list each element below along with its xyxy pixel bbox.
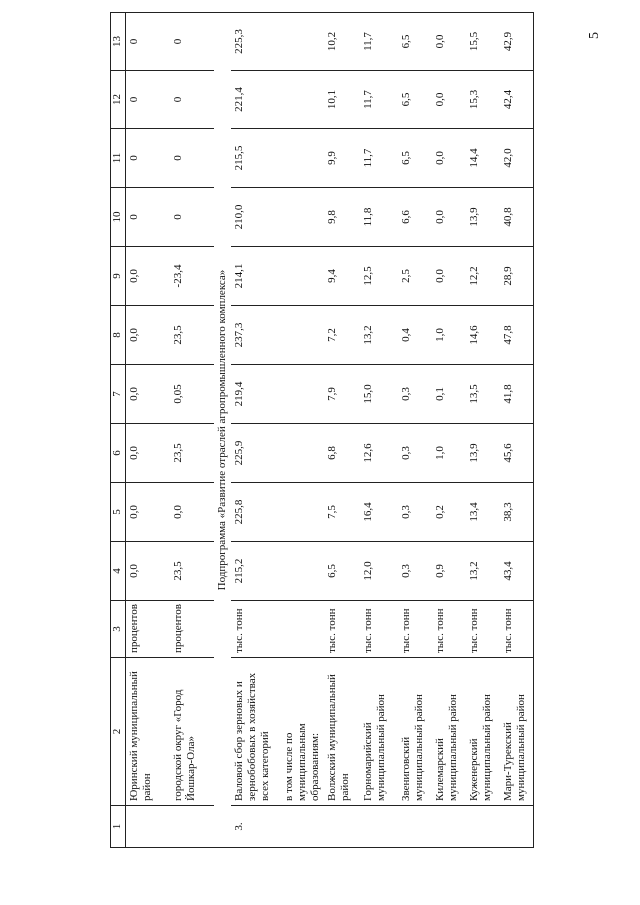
- value-cell: 0: [126, 129, 170, 188]
- row-name: Горномарийский муниципальный район: [360, 658, 398, 806]
- row-name: Волжский муниципальный район: [324, 658, 360, 806]
- column-number-7: 7: [111, 365, 126, 424]
- column-number-8: 8: [111, 306, 126, 365]
- row-name: Килемарский муниципальный район: [432, 658, 466, 806]
- value-cell: 11,7: [360, 129, 398, 188]
- value-cell: 1,0: [432, 424, 466, 483]
- row-index: [398, 806, 432, 848]
- value-cell: [281, 365, 324, 424]
- column-number-10: 10: [111, 188, 126, 247]
- value-cell: 9,4: [324, 247, 360, 306]
- value-cell: 6,8: [324, 424, 360, 483]
- value-cell: 0: [170, 188, 214, 247]
- table-row: [324, 13, 360, 848]
- value-cell: 41,8: [500, 365, 534, 424]
- value-cell: 237,3: [231, 306, 281, 365]
- row-index: [432, 806, 466, 848]
- value-cell: 0: [170, 129, 214, 188]
- value-cell: 15,0: [360, 365, 398, 424]
- value-cell: 215,2: [231, 542, 281, 601]
- table-row: [466, 13, 500, 848]
- row-unit: тыс. тонн: [500, 601, 534, 658]
- rotated-table-sheet: [110, 13, 542, 848]
- value-cell: 42,9: [500, 13, 534, 71]
- value-cell: 0: [170, 71, 214, 129]
- column-number-13: 13: [111, 13, 126, 71]
- table-row: [398, 13, 432, 848]
- value-cell: 12,5: [360, 247, 398, 306]
- value-cell: 14,4: [466, 129, 500, 188]
- value-cell: 0,3: [398, 365, 432, 424]
- page-number: 5: [587, 32, 602, 39]
- value-cell: 0: [126, 13, 170, 71]
- value-cell: 0,0: [126, 542, 170, 601]
- row-unit: процентов: [170, 601, 214, 658]
- row-unit: тыс. тонн: [360, 601, 398, 658]
- value-cell: 215,5: [231, 129, 281, 188]
- value-cell: 12,6: [360, 424, 398, 483]
- row-index: [170, 806, 214, 848]
- row-name: Валовой сбор зерновых и зернобобовых в хозяйствах всех категорий: [231, 658, 281, 806]
- value-cell: 42,0: [500, 129, 534, 188]
- value-cell: [281, 129, 324, 188]
- value-cell: 10,2: [324, 13, 360, 71]
- row-index: [126, 806, 170, 848]
- table-row: [281, 13, 324, 848]
- value-cell: 210,0: [231, 188, 281, 247]
- value-cell: 15,5: [466, 13, 500, 71]
- value-cell: 9,9: [324, 129, 360, 188]
- value-cell: 14,6: [466, 306, 500, 365]
- value-cell: 6,5: [324, 542, 360, 601]
- row-unit: [281, 601, 324, 658]
- indicators-table: [110, 12, 534, 848]
- value-cell: [281, 424, 324, 483]
- table-row: [170, 13, 214, 848]
- value-cell: 7,2: [324, 306, 360, 365]
- table-row: [231, 13, 281, 848]
- value-cell: 12,0: [360, 542, 398, 601]
- value-cell: 6,6: [398, 188, 432, 247]
- value-cell: 2,5: [398, 247, 432, 306]
- value-cell: 11,7: [360, 71, 398, 129]
- table-row: [432, 13, 466, 848]
- row-name: Мари-Турекский муниципальный район: [500, 658, 534, 806]
- row-name: Куженерский муниципальный район: [466, 658, 500, 806]
- value-cell: 45,6: [500, 424, 534, 483]
- value-cell: 0,0: [126, 247, 170, 306]
- value-cell: 0,1: [432, 365, 466, 424]
- value-cell: 42,4: [500, 71, 534, 129]
- value-cell: 9,8: [324, 188, 360, 247]
- row-index: [466, 806, 500, 848]
- row-index: [324, 806, 360, 848]
- column-number-4: 4: [111, 542, 126, 601]
- row-index: [360, 806, 398, 848]
- row-index: [500, 806, 534, 848]
- value-cell: 13,4: [466, 483, 500, 542]
- value-cell: 214,1: [231, 247, 281, 306]
- value-cell: 13,9: [466, 424, 500, 483]
- value-cell: 0,3: [398, 424, 432, 483]
- value-cell: [281, 483, 324, 542]
- row-unit: тыс. тонн: [466, 601, 500, 658]
- row-unit: тыс. тонн: [231, 601, 281, 658]
- value-cell: 0,0: [126, 365, 170, 424]
- value-cell: 6,5: [398, 13, 432, 71]
- row-index: 3.: [231, 806, 281, 848]
- value-cell: 23,5: [170, 542, 214, 601]
- value-cell: 0: [126, 71, 170, 129]
- value-cell: 0,0: [126, 483, 170, 542]
- value-cell: 23,5: [170, 424, 214, 483]
- value-cell: [281, 71, 324, 129]
- value-cell: [281, 188, 324, 247]
- column-number-9: 9: [111, 247, 126, 306]
- value-cell: [281, 306, 324, 365]
- value-cell: 0,0: [432, 129, 466, 188]
- value-cell: 225,9: [231, 424, 281, 483]
- value-cell: 0,0: [170, 483, 214, 542]
- column-number-1: 1: [111, 806, 126, 848]
- column-number-6: 6: [111, 424, 126, 483]
- value-cell: 7,5: [324, 483, 360, 542]
- subprogram-section-row: [214, 13, 231, 848]
- value-cell: 38,3: [500, 483, 534, 542]
- column-number-12: 12: [111, 71, 126, 129]
- value-cell: 225,8: [231, 483, 281, 542]
- value-cell: 12,2: [466, 247, 500, 306]
- subprogram-title: Подпрограмма «Развитие отраслей агропромышленного комплекса»: [214, 13, 231, 848]
- row-index: [281, 806, 324, 848]
- value-cell: 6,5: [398, 71, 432, 129]
- value-cell: 0,0: [432, 188, 466, 247]
- value-cell: 13,9: [466, 188, 500, 247]
- value-cell: 23,5: [170, 306, 214, 365]
- value-cell: 219,4: [231, 365, 281, 424]
- value-cell: [281, 542, 324, 601]
- value-cell: 0,3: [398, 542, 432, 601]
- value-cell: 221,4: [231, 71, 281, 129]
- row-name: Звениговский муниципальный район: [398, 658, 432, 806]
- value-cell: [281, 247, 324, 306]
- value-cell: -23,4: [170, 247, 214, 306]
- value-cell: 0,9: [432, 542, 466, 601]
- table-row: [360, 13, 398, 848]
- value-cell: 13,2: [360, 306, 398, 365]
- value-cell: 13,5: [466, 365, 500, 424]
- table-body: [111, 13, 534, 848]
- value-cell: 16,4: [360, 483, 398, 542]
- value-cell: 0,0: [126, 424, 170, 483]
- column-number-11: 11: [111, 129, 126, 188]
- value-cell: 0,0: [126, 306, 170, 365]
- value-cell: 0,2: [432, 483, 466, 542]
- value-cell: 0,05: [170, 365, 214, 424]
- value-cell: 11,7: [360, 13, 398, 71]
- table-row: [500, 13, 534, 848]
- row-unit: процентов: [126, 601, 170, 658]
- value-cell: [281, 13, 324, 71]
- value-cell: 10,1: [324, 71, 360, 129]
- value-cell: 7,9: [324, 365, 360, 424]
- row-unit: тыс. тонн: [324, 601, 360, 658]
- value-cell: 0,4: [398, 306, 432, 365]
- value-cell: 43,4: [500, 542, 534, 601]
- value-cell: 1,0: [432, 306, 466, 365]
- value-cell: 40,8: [500, 188, 534, 247]
- value-cell: 11,8: [360, 188, 398, 247]
- column-number-row: [111, 13, 126, 848]
- value-cell: 15,3: [466, 71, 500, 129]
- value-cell: 47,8: [500, 306, 534, 365]
- value-cell: 0,0: [432, 13, 466, 71]
- row-name: в том числе по муниципальным образованиям:: [281, 658, 324, 806]
- value-cell: 6,5: [398, 129, 432, 188]
- value-cell: 0,0: [432, 71, 466, 129]
- value-cell: 0,0: [432, 247, 466, 306]
- column-number-5: 5: [111, 483, 126, 542]
- column-number-3: 3: [111, 601, 126, 658]
- value-cell: 0: [170, 13, 214, 71]
- value-cell: 225,3: [231, 13, 281, 71]
- value-cell: 28,9: [500, 247, 534, 306]
- value-cell: 0: [126, 188, 170, 247]
- value-cell: 0,3: [398, 483, 432, 542]
- table-row: [126, 13, 170, 848]
- value-cell: 13,2: [466, 542, 500, 601]
- column-number-2: 2: [111, 658, 126, 806]
- row-name: Юринский муниципальный район: [126, 658, 170, 806]
- row-unit: тыс. тонн: [432, 601, 466, 658]
- row-name: городской округ «Город Йошкар-Ола»: [170, 658, 214, 806]
- row-unit: тыс. тонн: [398, 601, 432, 658]
